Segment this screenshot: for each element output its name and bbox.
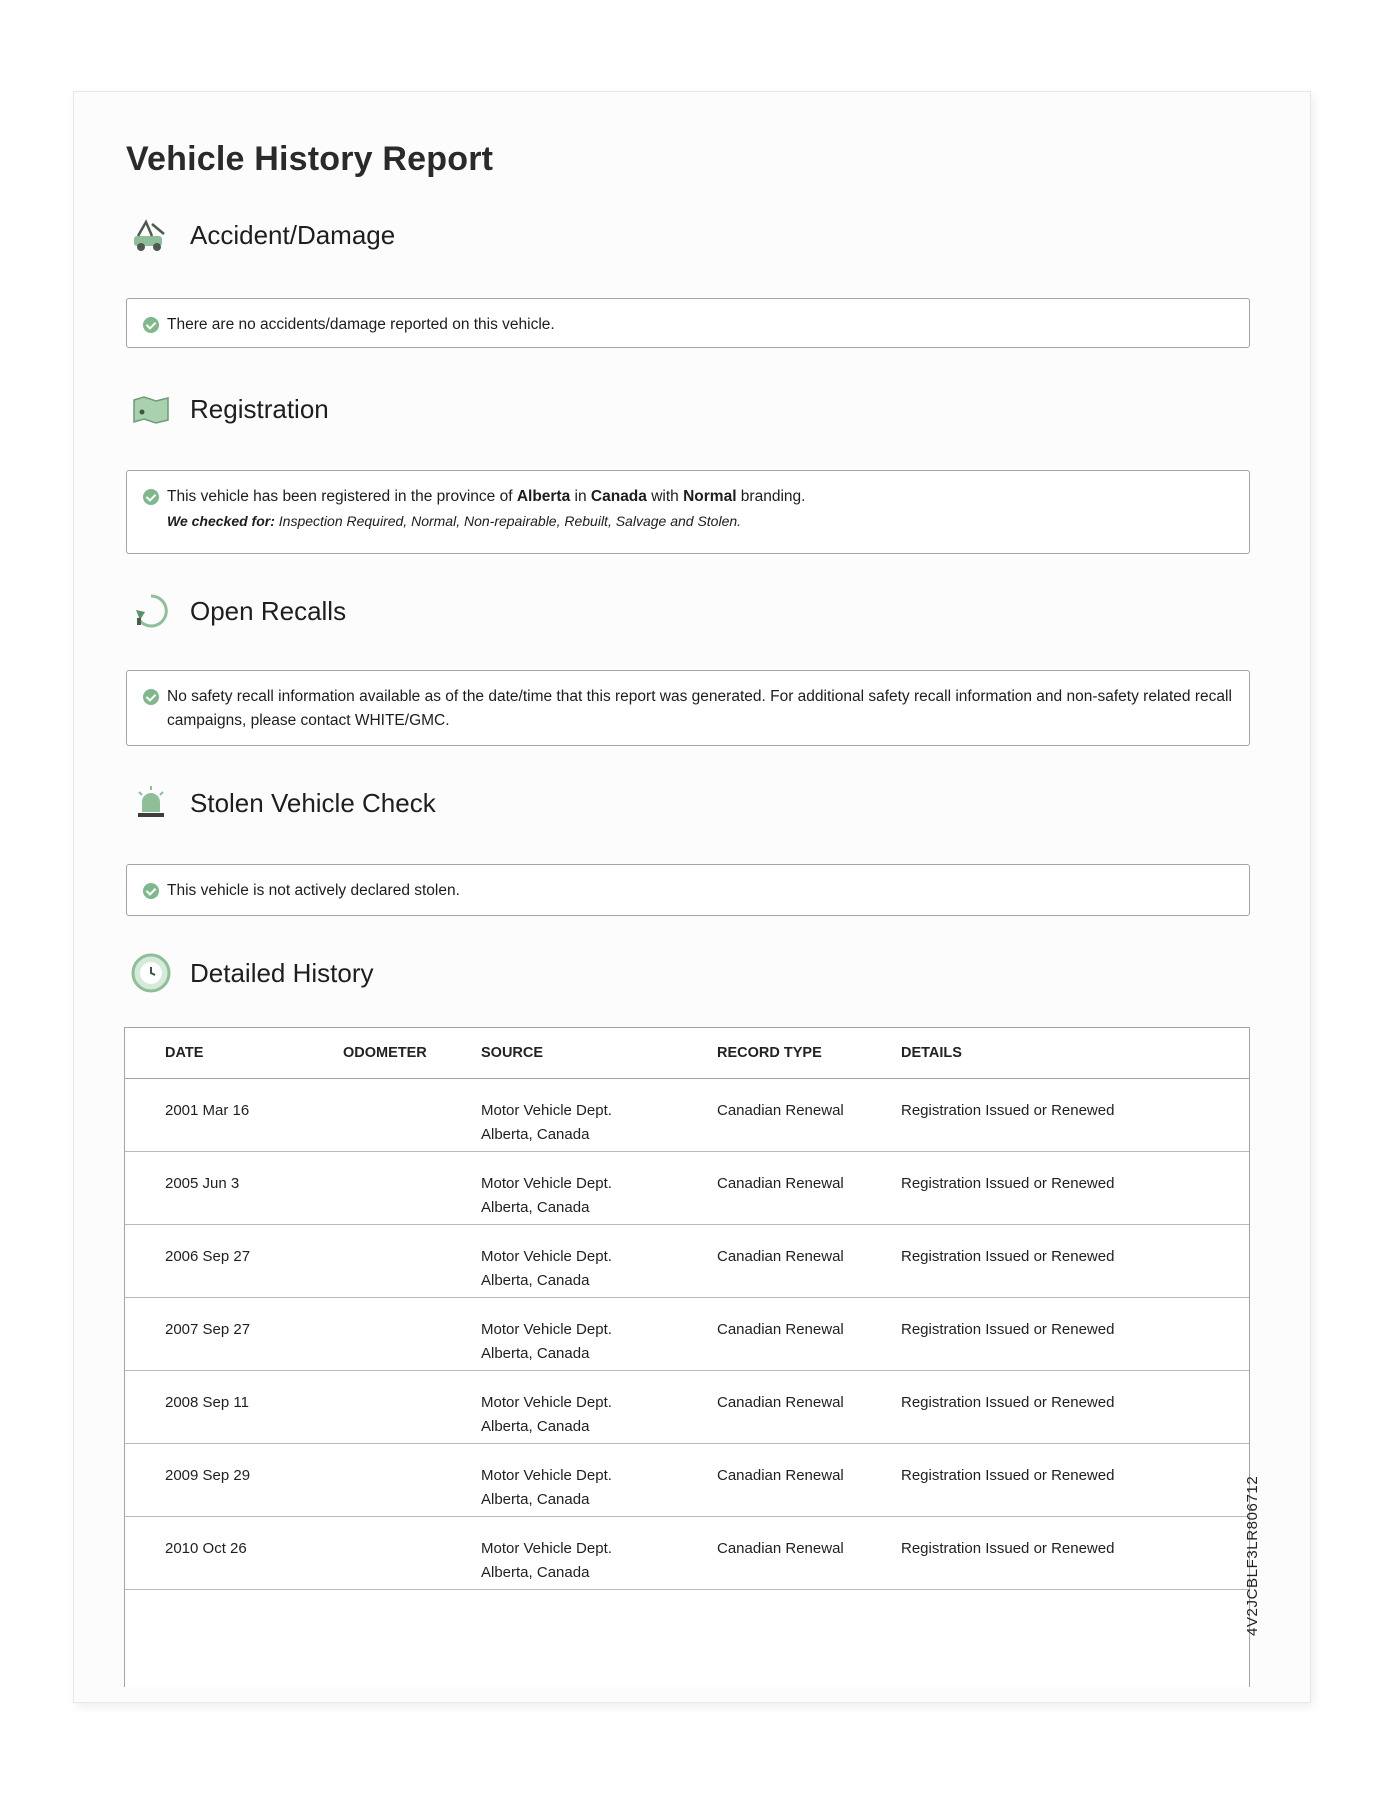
cell-date: 2005 Jun 3 (165, 1175, 240, 1192)
section-history-title: Detailed History (190, 957, 374, 988)
cell-date: 2001 Mar 16 (165, 1102, 250, 1119)
section-history-header (130, 952, 374, 994)
column-header-odometer: ODOMETER (343, 1045, 427, 1061)
cell-record-type: Canadian Renewal (717, 1467, 844, 1484)
table-row (125, 1079, 1249, 1152)
recall-icon (130, 590, 172, 632)
section-registration-title: Registration (190, 393, 329, 424)
table-row (125, 1444, 1249, 1517)
cell-record-type: Canadian Renewal (717, 1102, 844, 1119)
registration-checked-for: We checked for: Inspection Required, Normal, Non-repairable, Rebuilt, Salvage and Stolen. (167, 513, 742, 529)
page-title: Vehicle History Report (126, 140, 494, 178)
stolen-box (126, 864, 1250, 916)
cell-odometer (343, 1245, 481, 1297)
section-accident-header (130, 214, 395, 256)
cell-date: 2007 Sep 27 (165, 1321, 251, 1338)
check-circle-icon (143, 689, 159, 705)
registration-branding: Normal (683, 488, 737, 505)
cell-record-type: Canadian Renewal (717, 1248, 844, 1265)
cell-details: Registration Issued or Renewed (901, 1248, 1115, 1265)
table-row (125, 1298, 1249, 1371)
section-recalls-header (130, 590, 346, 632)
recalls-message: No safety recall information available as of the date/time that this report was generated. For additional safety recall information and non-safety related recall campaigns, please contact WHITE/GMC. (167, 688, 1232, 729)
section-registration-header (130, 388, 329, 430)
table-row (125, 1371, 1249, 1444)
cell-details: Registration Issued or Renewed (901, 1321, 1115, 1338)
column-header-details: DETAILS (901, 1045, 962, 1061)
cell-source: Motor Vehicle Dept. Alberta, Canada (481, 1102, 612, 1143)
cell-date: 2006 Sep 27 (165, 1248, 251, 1265)
cell-details: Registration Issued or Renewed (901, 1175, 1115, 1192)
cell-record-type: Canadian Renewal (717, 1175, 844, 1192)
table-header (125, 1028, 1249, 1079)
cell-record-type: Canadian Renewal (717, 1321, 844, 1338)
check-circle-icon (143, 317, 159, 333)
registration-country: Canada (590, 488, 647, 505)
registration-province: Alberta (516, 488, 571, 505)
section-accident-title: Accident/Damage (190, 219, 396, 250)
section-stolen-header (130, 782, 436, 824)
vin-number: 4V2JCBLF3LR806712 (1244, 1475, 1261, 1636)
cell-details: Registration Issued or Renewed (901, 1394, 1115, 1411)
cell-source: Motor Vehicle Dept. Alberta, Canada (481, 1540, 612, 1581)
cell-odometer (343, 1464, 481, 1516)
history-table (124, 1027, 1250, 1687)
column-header-date: DATE (165, 1045, 204, 1061)
check-circle-icon (143, 489, 159, 505)
cell-odometer (343, 1391, 481, 1443)
cell-date: 2010 Oct 26 (165, 1540, 247, 1557)
recalls-box (126, 670, 1250, 746)
clock-icon (130, 952, 172, 994)
report-page (74, 92, 1310, 1702)
section-recalls-title: Open Recalls (190, 595, 347, 626)
cell-record-type: Canadian Renewal (717, 1394, 844, 1411)
table-row (125, 1225, 1249, 1298)
table-row (125, 1152, 1249, 1225)
registration-message: This vehicle has been registered in the province of Alberta in Canada with Normal branding. (167, 488, 806, 505)
cell-odometer (343, 1172, 481, 1224)
cell-source: Motor Vehicle Dept. Alberta, Canada (481, 1321, 612, 1362)
cell-odometer (343, 1537, 481, 1589)
cell-source: Motor Vehicle Dept. Alberta, Canada (481, 1394, 612, 1435)
cell-odometer (343, 1099, 481, 1151)
cell-source: Motor Vehicle Dept. Alberta, Canada (481, 1467, 612, 1508)
cell-date: 2008 Sep 11 (165, 1394, 249, 1411)
cell-details: Registration Issued or Renewed (901, 1540, 1115, 1557)
accident-box (126, 298, 1250, 348)
siren-icon (130, 782, 172, 824)
cell-source: Motor Vehicle Dept. Alberta, Canada (481, 1175, 612, 1216)
map-icon (130, 388, 172, 430)
registration-box (126, 470, 1250, 554)
column-header-record-type: RECORD TYPE (717, 1045, 822, 1061)
cell-odometer (343, 1318, 481, 1370)
table-row (125, 1517, 1249, 1590)
check-circle-icon (143, 883, 159, 899)
column-header-source: SOURCE (481, 1045, 544, 1061)
cell-details: Registration Issued or Renewed (901, 1102, 1115, 1119)
tow-truck-icon (130, 214, 172, 256)
section-stolen-title: Stolen Vehicle Check (190, 787, 436, 818)
accident-message: There are no accidents/damage reported on this vehicle. (167, 316, 555, 333)
cell-date: 2009 Sep 29 (165, 1467, 251, 1484)
cell-details: Registration Issued or Renewed (901, 1467, 1115, 1484)
stolen-message: This vehicle is not actively declared stolen. (167, 882, 460, 899)
cell-source: Motor Vehicle Dept. Alberta, Canada (481, 1248, 612, 1289)
cell-record-type: Canadian Renewal (717, 1540, 844, 1557)
